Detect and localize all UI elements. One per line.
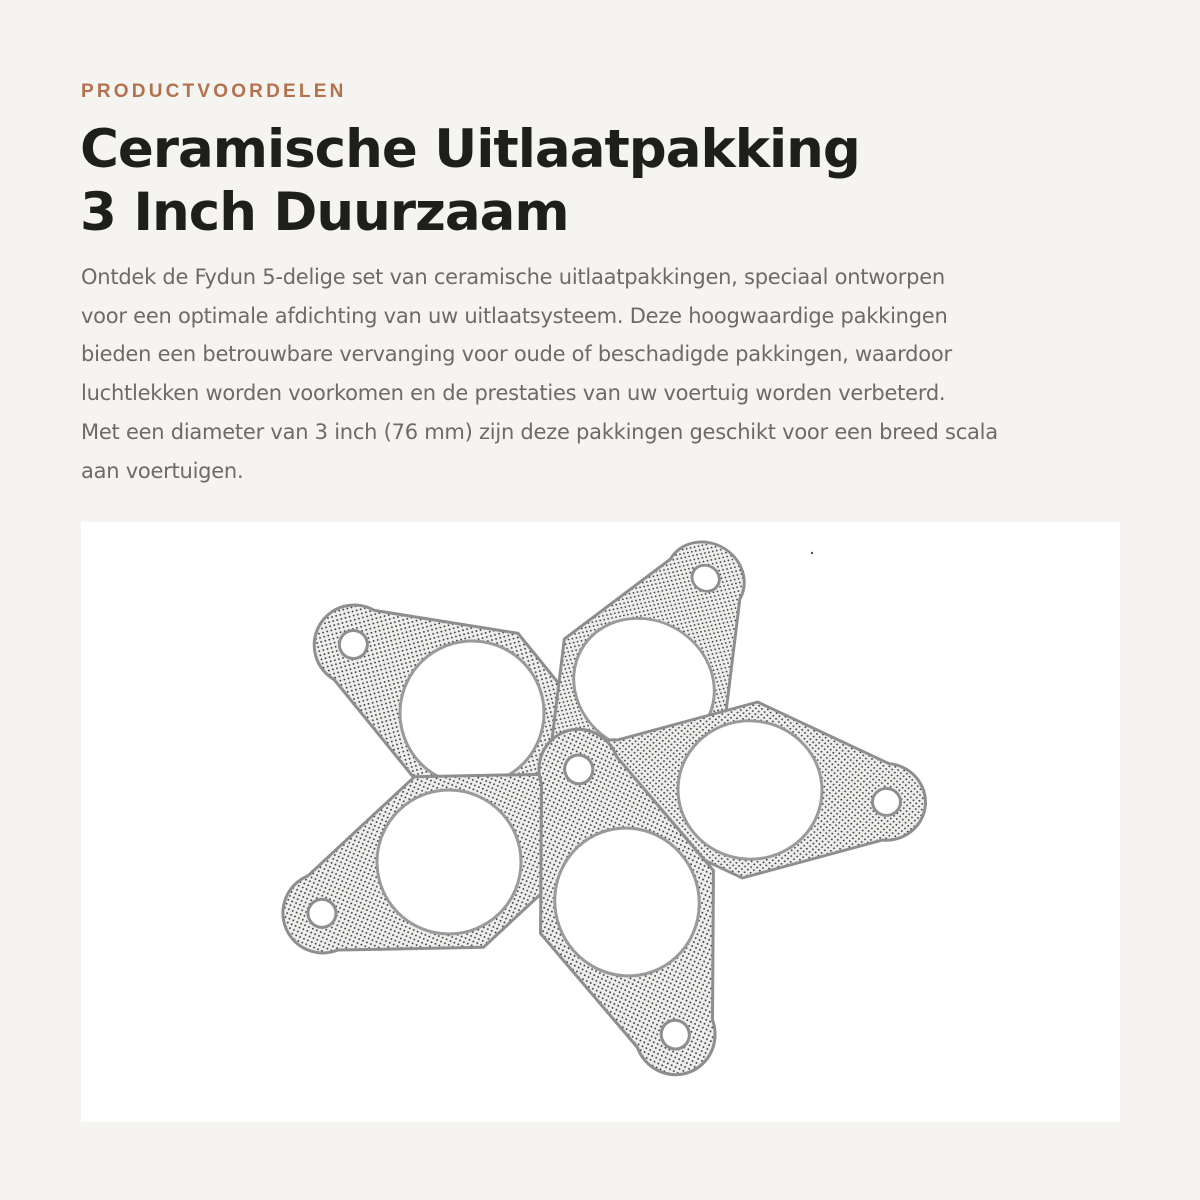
description-line: aan voertuigen. [81,458,244,483]
product-title-line: 3 Inch Duurzaam [80,182,569,243]
description-line: luchtlekken worden voorkomen en de prestaties van uw voertuig worden verbeterd. [81,381,946,406]
product-photo [81,522,1120,1122]
product-title-line: Ceramische Uitlaatpakking [80,119,860,180]
description-line: Ontdek de Fydun 5-delige set van ceramische uitlaatpakkingen, speciaal ontworpen [81,265,945,289]
product-title [80,118,1080,244]
section-eyebrow: PRODUCTVOORDELEN [81,81,347,102]
product-description [81,258,1121,490]
description-line: voor een optimale afdichting van uw uitlaatsysteem. Deze hoogwaardige pakkingen [81,303,948,328]
description-line: Met een diameter van 3 inch (76 mm) zijn deze pakkingen geschikt voor een breed scala [81,419,998,444]
description-line: bieden een betrouwbare vervanging voor oude of beschadigde pakkingen, waardoor [81,342,952,367]
gasket-set-illustration [81,522,1120,1122]
